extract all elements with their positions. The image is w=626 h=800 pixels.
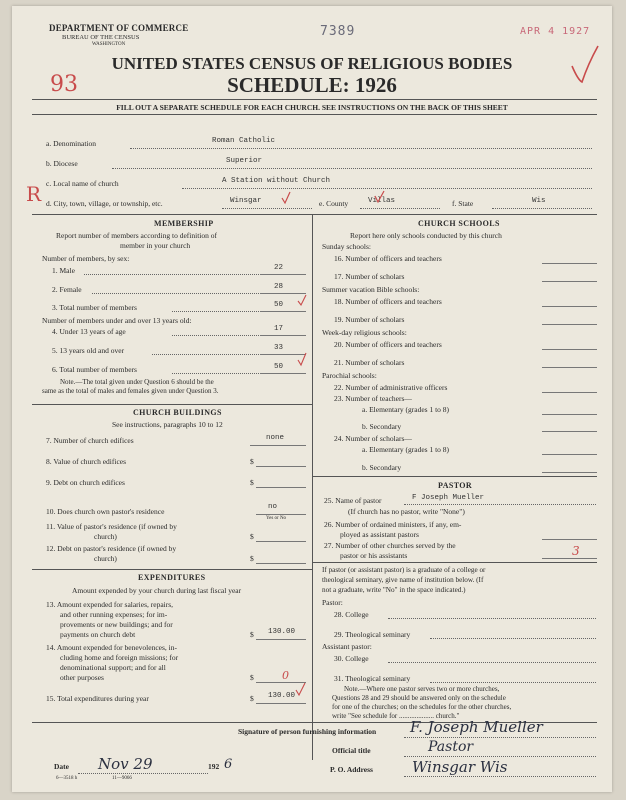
answer-line (256, 466, 306, 467)
assistant-education-label: Assistant pastor: (322, 642, 372, 651)
census-form (12, 6, 612, 792)
q14-value: 0 (282, 669, 289, 682)
q14-line-3: denominational support; and for all (60, 663, 166, 672)
leader-dots (92, 293, 259, 294)
sunday-schools-label: Sunday schools: (322, 242, 371, 251)
q21-label: 21. Number of scholars (334, 358, 405, 367)
state-value: Wis (532, 197, 546, 205)
official-title-value: Pastor (428, 739, 474, 755)
q15-label: 15. Total expenditures during year (46, 694, 149, 703)
serial-number: 7389 (320, 24, 356, 39)
city-value: Winsgar (230, 197, 262, 205)
q26-line-1: 26. Number of ordained ministers, if any, em- (324, 520, 462, 529)
q28-label: 28. College (334, 610, 369, 619)
q9-label: 9. Debt on church edifices (46, 478, 125, 487)
answer-line (256, 639, 306, 640)
fill-line (112, 168, 592, 169)
answer-line (250, 445, 306, 446)
total-members-6-label: 6. Total number of members (52, 365, 137, 374)
year-prefix: 192 (208, 762, 220, 771)
rule (312, 476, 597, 477)
answer-line (256, 563, 306, 564)
answer-line (542, 324, 597, 325)
fill-line (404, 504, 596, 505)
bureau-name: BUREAU OF THE CENSUS (62, 34, 140, 41)
fill-line (404, 756, 596, 757)
q13-line-4: payments on church debt (60, 630, 136, 639)
rule (32, 99, 597, 100)
male-value: 22 (274, 264, 284, 272)
q31-label: 31. Theological seminary (334, 674, 411, 683)
answer-line (542, 392, 597, 393)
q8-dollar: $ (250, 457, 254, 466)
signature-value: F. Joseph Mueller (410, 718, 543, 736)
q11-dollar: $ (250, 532, 254, 541)
address-value: Winsgar Wis (412, 758, 508, 776)
q14-dollar: $ (250, 673, 254, 682)
local-name-label: c. Local name of church (46, 179, 119, 188)
q25-value: F Joseph Mueller (412, 494, 485, 502)
buildings-heading: CHURCH BUILDINGS (133, 408, 222, 417)
over-13-label: 5. 13 years old and over (52, 346, 125, 355)
leader-dots (172, 335, 259, 336)
rule (32, 214, 597, 215)
q13-dollar: $ (250, 630, 254, 639)
county-value: Villas (368, 197, 396, 205)
q10-hint: Yes or No (266, 516, 287, 521)
fill-line (130, 148, 592, 149)
q20-label: 20. Number of officers and teachers (334, 340, 442, 349)
red-tick-mark (295, 681, 309, 697)
answer-line (260, 373, 306, 374)
membership-note-1: Note.—The total given under Question 6 should be the (60, 378, 214, 386)
buildings-sub: See instructions, paragraphs 10 to 12 (112, 420, 223, 429)
handwritten-file-mark: 93 (50, 72, 78, 97)
answer-line (542, 539, 597, 540)
rule (32, 569, 312, 570)
q9-dollar: $ (250, 478, 254, 487)
q8-label: 8. Value of church edifices (46, 457, 127, 466)
state-label: f. State (452, 199, 474, 208)
pastor-note-1: Note.—Where one pastor serves two or more churches, (344, 685, 500, 693)
fill-line (222, 208, 312, 209)
fill-line (430, 682, 596, 683)
membership-note-2: same as the total of males and females given under Question 3. (42, 387, 219, 395)
fill-line (388, 662, 596, 663)
q14-line-1: 14. Amount expended for benevolences, in- (46, 643, 178, 652)
over-13-value: 33 (274, 344, 284, 352)
q13-line-1: 13. Amount expended for salaries, repairs, (46, 600, 174, 609)
q27-value: 3 (572, 544, 580, 558)
date-label: Date (54, 762, 69, 771)
answer-line (542, 431, 597, 432)
q14-line-4: other purposes (60, 673, 104, 682)
q22-label: 22. Number of administrative officers (334, 383, 448, 392)
q12-label-2: church) (94, 554, 117, 563)
form-code-2: 11—9066 (112, 776, 132, 781)
q17-label: 17. Number of scholars (334, 272, 405, 281)
weekday-schools-label: Week-day religious schools: (322, 328, 407, 337)
schedule-title: SCHEDULE: 1926 (227, 73, 397, 97)
summer-schools-label: Summer vacation Bible schools: (322, 285, 420, 294)
fill-line (182, 188, 592, 189)
q27-line-2: pastor or his assistants (340, 551, 408, 560)
diocese-value: Superior (226, 157, 263, 165)
red-tick-marks (280, 190, 460, 206)
q24-label: 24. Number of scholars— (334, 434, 412, 443)
graduate-intro-2: theological seminary, give name of institution below. (If (322, 576, 484, 584)
q26-line-2: ployed as assistant pastors (340, 530, 419, 539)
date-value: Nov 29 (98, 755, 153, 773)
graduate-intro-1: If pastor (or assistant pastor) is a graduate of a college or (322, 566, 486, 574)
q7-value: none (266, 434, 285, 442)
answer-line (542, 414, 597, 415)
q13-value: 130.00 (268, 628, 296, 636)
answer-line (542, 349, 597, 350)
received-date-stamp: APR 4 1927 (520, 26, 591, 37)
answer-line (542, 367, 597, 368)
total-members-value: 50 (274, 301, 284, 309)
graduate-intro-3: not a graduate, write "No" in the space indicated.) (322, 586, 466, 594)
leader-dots (84, 274, 259, 275)
female-label: 2. Female (52, 285, 82, 294)
q16-label: 16. Number of officers and teachers (334, 254, 442, 263)
under-13-label: 4. Under 13 years of age (52, 327, 126, 336)
q12-label-1: 12. Debt on pastor's residence (if owned by (46, 544, 177, 553)
official-title-label: Official title (332, 746, 371, 755)
answer-line (542, 558, 597, 559)
red-tick-marks (297, 293, 313, 373)
total-members-label: 3. Total number of members (52, 303, 137, 312)
q27-line-1: 27. Number of other churches served by the (324, 541, 456, 550)
answer-line (256, 514, 306, 515)
q13-line-3: provements or new buildings; and for (60, 620, 173, 629)
answer-line (542, 306, 597, 307)
q10-label: 10. Does church own pastor's residence (46, 507, 165, 516)
answer-line (542, 454, 597, 455)
form-instruction: FILL OUT A SEPARATE SCHEDULE FOR EACH CHURCH. SEE INSTRUCTIONS ON THE BACK OF THIS SHEET (116, 103, 508, 112)
fill-line (404, 737, 596, 738)
q18-label: 18. Number of officers and teachers (334, 297, 442, 306)
q24b-label: b. Secondary (362, 463, 402, 472)
total-members-6-value: 50 (274, 363, 284, 371)
form-code-1: 6—3518 h (56, 776, 78, 781)
pastor-note-2: Questions 28 and 29 should be answered only on the schedule (332, 694, 506, 702)
q10-value: no (268, 503, 278, 511)
q11-label-1: 11. Value of pastor's residence (if owned by (46, 522, 177, 531)
pastor-heading: PASTOR (438, 481, 473, 490)
q11-label-2: church) (94, 532, 117, 541)
local-name-value: A Station without Church (222, 177, 331, 185)
fill-line (404, 776, 596, 777)
membership-intro-1: Report number of members according to definition of (56, 231, 217, 240)
answer-line (256, 541, 306, 542)
fill-line (360, 208, 440, 209)
q13-line-2: and other running expenses; for im- (60, 610, 168, 619)
q14-line-2: cluding home and foreign missions; for (60, 653, 179, 662)
fill-line (430, 638, 596, 639)
schools-sub: Report here only schools conducted by this church (350, 231, 502, 240)
members-by-sex-label: Number of members, by sex: (42, 254, 130, 263)
pastor-note-3: for one of the churches; on the schedules for the other churches, (332, 703, 512, 711)
answer-line (542, 263, 597, 264)
rule (312, 562, 597, 563)
pastor-note-4: write "See schedule for .................... church." (332, 712, 460, 720)
membership-heading: MEMBERSHIP (154, 219, 214, 228)
q7-label: 7. Number of church edifices (46, 436, 134, 445)
female-value: 28 (274, 283, 284, 291)
denomination-value: Roman Catholic (212, 137, 276, 145)
rule (32, 404, 312, 405)
fill-line (388, 618, 596, 619)
year-value: 6 (224, 757, 233, 772)
leader-dots (172, 373, 259, 374)
q19-label: 19. Number of scholars (334, 315, 405, 324)
answer-line (542, 281, 597, 282)
handwritten-margin-mark: R (26, 182, 42, 206)
fill-line (492, 208, 592, 209)
fill-line (78, 773, 208, 774)
male-label: 1. Male (52, 266, 75, 275)
q29-label: 29. Theological seminary (334, 630, 411, 639)
q25-hint: (If church has no pastor, write "None") (348, 507, 465, 516)
q23b-label: b. Secondary (362, 422, 402, 431)
expenditures-sub: Amount expended by your church during last fiscal year (72, 586, 242, 595)
q12-dollar: $ (250, 554, 254, 563)
bureau-location: WASHINGTON (92, 42, 126, 47)
pastor-education-label: Pastor: (322, 598, 343, 607)
q24a-label: a. Elementary (grades 1 to 8) (362, 445, 450, 454)
parochial-schools-label: Parochial schools: (322, 371, 377, 380)
membership-intro-2: member in your church (120, 241, 191, 250)
answer-line (542, 472, 597, 473)
answer-line (256, 487, 306, 488)
city-label: d. City, town, village, or township, etc. (46, 199, 163, 208)
leader-dots (172, 311, 259, 312)
rule (32, 114, 597, 115)
signature-label: Signature of person furnishing information (238, 727, 377, 736)
q25-label: 25. Name of pastor (324, 496, 382, 505)
diocese-label: b. Diocese (46, 159, 78, 168)
q15-dollar: $ (250, 694, 254, 703)
q23a-label: a. Elementary (grades 1 to 8) (362, 405, 450, 414)
schools-heading: CHURCH SCHOOLS (418, 219, 500, 228)
q30-label: 30. College (334, 654, 369, 663)
answer-line (256, 703, 306, 704)
q23-label: 23. Number of teachers— (334, 394, 412, 403)
under-13-value: 17 (274, 325, 284, 333)
department-name: DEPARTMENT OF COMMERCE (49, 23, 189, 33)
county-label: e. County (319, 199, 349, 208)
leader-dots (152, 354, 259, 355)
members-by-age-label: Number of members under and over 13 years old: (42, 316, 192, 325)
expenditures-heading: EXPENDITURES (138, 573, 206, 582)
form-title: UNITED STATES CENSUS OF RELIGIOUS BODIES (111, 54, 513, 73)
q15-value: 130.00 (268, 692, 296, 700)
denomination-label: a. Denomination (46, 139, 96, 148)
answer-line (260, 274, 306, 275)
address-label: P. O. Address (330, 765, 373, 774)
